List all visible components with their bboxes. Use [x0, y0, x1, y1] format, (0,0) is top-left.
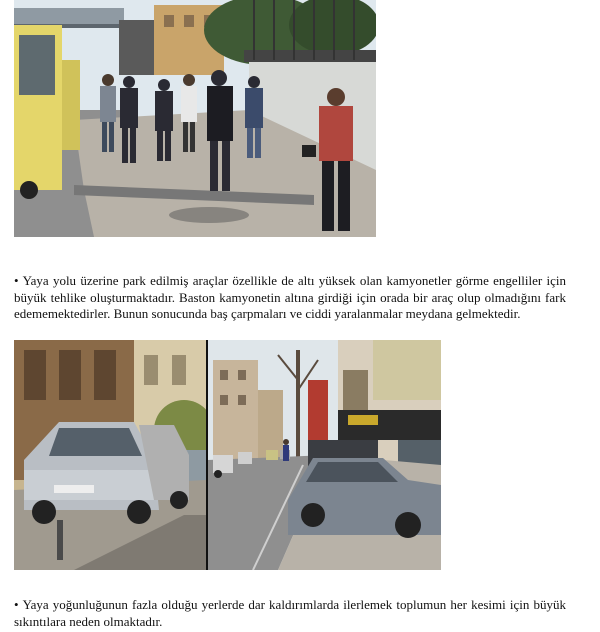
paragraph-narrow-sidewalks: [14, 597, 566, 630]
photo-crowded-sidewalk: [14, 0, 376, 237]
bullet: •: [14, 597, 19, 612]
bullet: •: [14, 273, 19, 288]
photo-car-on-sidewalk-left: [14, 340, 206, 570]
paragraph-parked-vehicles: [14, 273, 566, 323]
paragraph-text: Yaya yolu üzerine park edilmiş araçlar özellikle de altı yüksek olan kamyonetler görme engelliler için büyük tehlike oluşturmaktadır. Baston kamyonetin altına girdiği için orada bir araç olup olmadığını fark edememektedirler. Bunun sonucunda baş çarpmaları ve ciddi yaralanmalar meydana gelmektedir.: [14, 273, 566, 321]
paragraph-text: Yaya yoğunluğunun fazla olduğu yerlerde dar kaldırımlarda ilerlemek toplumun her kesimi için büyük sıkıntılara neden olmaktadır.: [14, 597, 566, 629]
photo-car-on-sidewalk-right: [208, 340, 441, 570]
